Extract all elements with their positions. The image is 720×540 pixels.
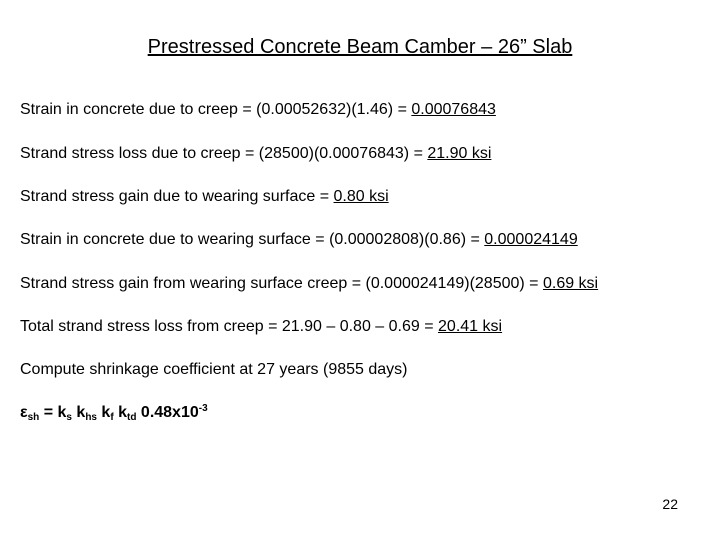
line-text: Strain in concrete due to wearing surface = (0.00002808)(0.86) = <box>20 231 485 248</box>
epsilon-symbol: ε <box>20 404 28 421</box>
page-number: 22 <box>662 496 678 512</box>
formula-equals-k: = k <box>39 404 67 421</box>
line-text: Compute shrinkage coefficient at 27 years (9855 days) <box>20 361 408 378</box>
line-result: 0.69 ksi <box>542 275 599 292</box>
formula-value: 0.48x10 <box>136 404 199 421</box>
line-creep-stress-loss <box>20 145 491 163</box>
slide-title: Prestressed Concrete Beam Camber – 26” Slab <box>147 36 573 58</box>
line-text: Strand stress loss due to creep = (28500)(0.00076843) = <box>20 145 428 162</box>
line-wearing-surface-gain <box>20 188 389 206</box>
line-text: Strain in concrete due to creep = (0.00052632)(1.46) = <box>20 101 412 118</box>
line-text: Strand stress gain due to wearing surface = <box>20 188 334 205</box>
line-wearing-surface-creep-gain <box>20 275 598 293</box>
line-total-creep-loss <box>20 318 502 336</box>
line-result: 0.80 ksi <box>333 188 389 205</box>
formula-exponent: -3 <box>198 403 208 414</box>
formula-k: k <box>71 404 86 421</box>
shrinkage-formula <box>20 403 208 423</box>
line-text: Total strand stress loss from creep = 21.90 – 0.80 – 0.69 = <box>20 318 439 335</box>
line-result: 0.00076843 <box>411 101 496 118</box>
line-text: Strand stress gain from wearing surface creep = (0.000024149)(28500) = <box>20 275 543 292</box>
epsilon-subscript: sh <box>27 412 40 423</box>
formula-k: k <box>113 404 128 421</box>
ktd-subscript: td <box>127 412 137 423</box>
line-result: 21.90 ksi <box>427 145 492 162</box>
line-creep-strain <box>20 101 496 119</box>
line-wearing-surface-strain <box>20 231 578 249</box>
ks-subscript: s <box>66 412 72 423</box>
line-result: 0.000024149 <box>484 231 578 248</box>
khs-subscript: hs <box>85 412 97 423</box>
line-result: 20.41 ksi <box>438 318 503 335</box>
line-shrinkage-heading <box>20 361 407 379</box>
kf-subscript: f <box>110 412 114 423</box>
formula-k: k <box>96 404 111 421</box>
